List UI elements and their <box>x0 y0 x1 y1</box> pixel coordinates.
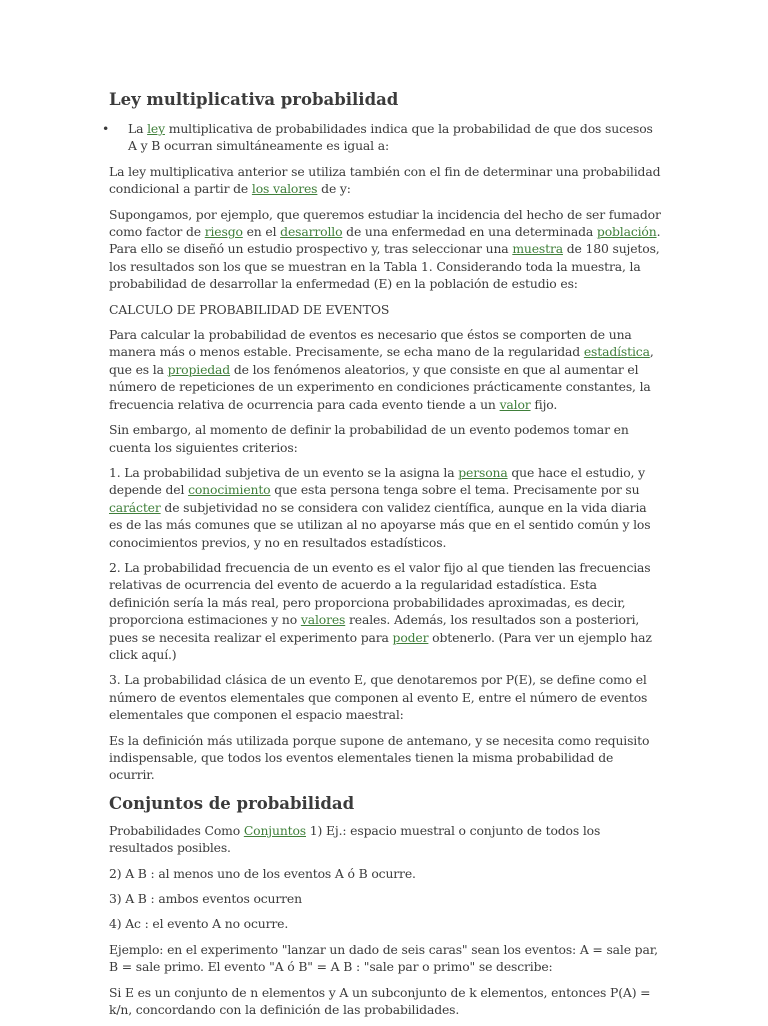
paragraph-frecuencia <box>109 559 661 663</box>
text-run: 1) Ej.: espacio muestral o conjunto de todos los resultados posibles. <box>109 822 601 856</box>
text-run: La <box>128 121 148 136</box>
paragraph-fumador <box>109 206 661 293</box>
link-conocimiento[interactable]: conocimiento <box>188 482 271 498</box>
section-heading-ley-multiplicativa: Ley multiplicativa probabilidad <box>109 90 399 109</box>
bullet-item <box>109 120 661 155</box>
text-run: de 180 sujetos, los resultados son los que se muestran en la Tabla 1. Considerando toda la muestra, la probabilidad de desarrollar la enfermedad (E) en la población de estudio es: <box>109 241 660 292</box>
text-run: fijo. <box>530 396 558 412</box>
text-run: de subjetividad no se considera con validez científica, aunque en la vida diaria es de las más comunes que se utilizan al no apoyarse más que en el sentido común y los conocimientos previos, y no en resultados estadísticos. <box>109 499 651 550</box>
section-heading-conjuntos: Conjuntos de probabilidad <box>109 793 355 813</box>
text-run: reales. Además, los resultados son a posteriori, pues se necesita realizar el experimento para <box>109 612 640 645</box>
text-run: 1. La probabilidad subjetiva de un evento se la asigna la <box>109 464 459 480</box>
paragraph-regularidad <box>109 326 661 413</box>
text-run: 2. La probabilidad frecuencia de un evento es el valor fijo al que tienden las frecuencias relativas de ocurrencia del evento de acuerdo a la regularidad estadística. Esta definición sería la más real, pero proporciona probabilidades aproximadas, es decir, proporciona estimaciones y no <box>109 559 651 628</box>
text-run: Probabilidades Como <box>109 822 244 838</box>
link-estadistica[interactable]: estadística <box>583 344 650 360</box>
paragraph-definicion: Es la definición más utilizada porque supone de antemano, y se necesita como requisito indispensable, que todos los eventos elementales tienen la misma probabilidad de ocurrir. <box>109 732 650 783</box>
text-run: Para calcular la probabilidad de eventos es necesario que éstos se comporten de una manera más o menos estable. Precisamente, se echa mano de la regularidad <box>109 327 632 360</box>
paragraph-interseccion: 3) A B : ambos eventos ocurren <box>109 891 302 907</box>
text-run: . Para ello se diseñó un estudio prospectivo y, tras seleccionar una <box>109 224 661 257</box>
text-run: obtenerlo. (Para ver un ejemplo haz click aquí.) <box>109 629 652 662</box>
link-poblacion[interactable]: población <box>596 224 657 240</box>
text-run: que esta persona tenga sobre el tema. Precisamente por su <box>270 482 640 498</box>
link-caracter[interactable]: carácter <box>109 499 161 515</box>
paragraph-complemento: 4) Ac : el evento A no ocurre. <box>109 916 289 932</box>
text-run: , que es la <box>109 344 654 377</box>
text-run: en el <box>242 224 281 240</box>
paragraph-clasica: 3. La probabilidad clásica de un evento E, que denotaremos por P(E), se define como el número de eventos elementales que componen al evento E, entre el número de eventos elementales que componen el espacio maestral: <box>109 672 648 723</box>
link-persona[interactable]: persona <box>458 464 508 480</box>
paragraph-subjetiva <box>109 464 661 551</box>
paragraph-criterios: Sin embargo, al momento de definir la probabilidad de un evento podemos tomar en cuenta los siguientes criterios: <box>109 422 629 455</box>
paragraph-union: 2) A B : al menos uno de los eventos A ó B ocurre. <box>109 865 416 881</box>
paragraph-ley-condicional <box>109 163 661 198</box>
paragraph-calculo-title: CALCULO DE PROBABILIDAD DE EVENTOS <box>109 301 390 317</box>
document-body <box>109 88 661 1026</box>
link-muestra[interactable]: muestra <box>512 241 563 257</box>
text-run: de los fenómenos aleatorios, y que consiste en que al aumentar el número de repeticiones de un experimento en condiciones prácticamente constantes, la frecuencia relativa de ocurrencia para cada evento tiende a un <box>109 361 651 412</box>
link-riesgo[interactable]: riesgo <box>204 224 243 240</box>
link-los-valores[interactable]: los valores <box>251 181 318 197</box>
link-conjuntos[interactable]: Conjuntos <box>243 822 306 838</box>
paragraph-ejemplo: Ejemplo: en el experimento "lanzar un dado de seis caras" sean los eventos: A = sale par, B = sale primo. El evento "A ó B" = A B : "sale par o primo" se describe: <box>109 941 658 975</box>
link-desarrollo[interactable]: desarrollo <box>280 224 343 240</box>
link-poder[interactable]: poder <box>392 629 429 645</box>
text-run: multiplicativa de probabilidades indica que la probabilidad de que dos sucesos A y B ocurran simultáneamente es igual a: <box>128 121 653 154</box>
link-ley[interactable]: ley <box>147 121 165 136</box>
link-valor[interactable]: valor <box>499 396 531 412</box>
text-run: de y: <box>317 181 351 197</box>
text-run: La ley multiplicativa anterior se utiliza también con el fin de determinar una probabilidad condicional a partir de <box>109 163 661 197</box>
text-run: Supongamos, por ejemplo, que queremos estudiar la incidencia del hecho de ser fumador como factor de <box>109 206 661 240</box>
paragraph-conclusion: Si E es un conjunto de n elementos y A un subconjunto de k elementos, entonces P(A) = k/n, concordando con la definición de las probabilidades. <box>109 984 651 1018</box>
text-run: de una enfermedad en una determinada <box>342 224 597 240</box>
text-run: que hace el estudio, y depende del <box>109 464 645 498</box>
link-valores[interactable]: valores <box>300 612 346 628</box>
link-propiedad[interactable]: propiedad <box>167 361 231 377</box>
paragraph-conjuntos <box>109 822 661 857</box>
bullet-list <box>109 120 661 155</box>
